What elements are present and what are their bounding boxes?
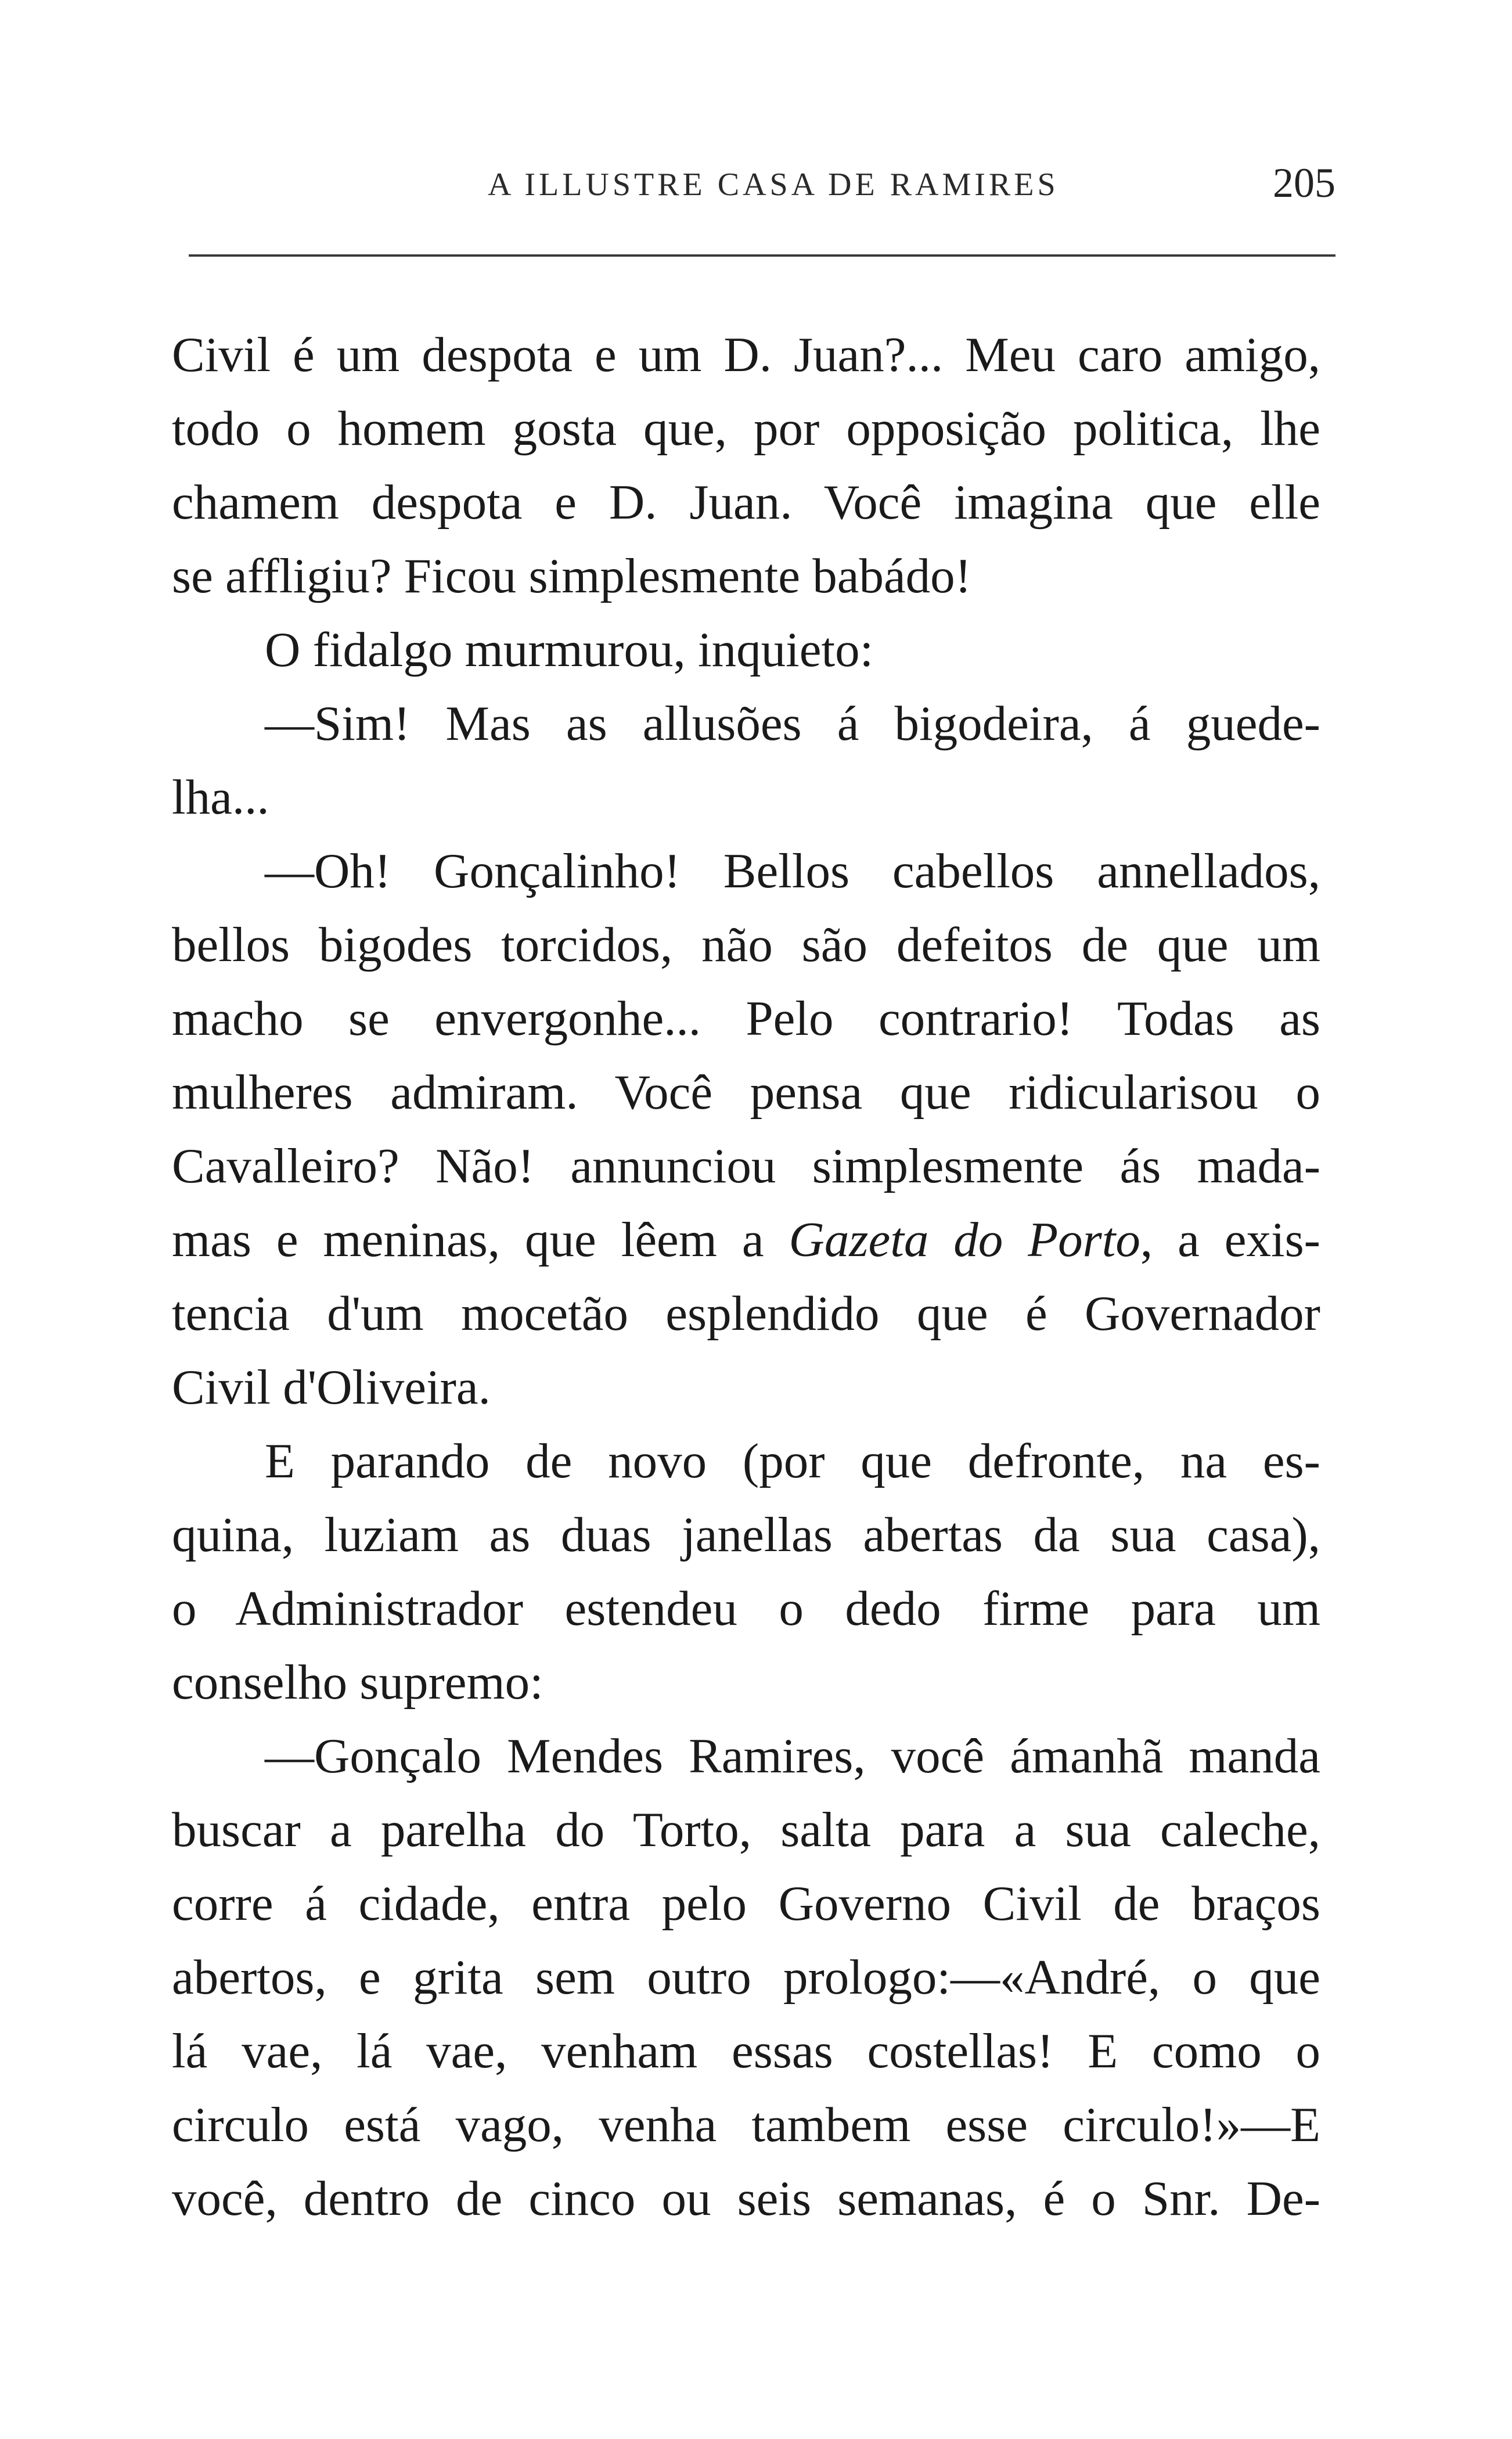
text-line-with-italic [172, 1203, 1320, 1277]
text-line: Civil é um despota e um D. Juan?... Meu caro amigo, [172, 328, 1320, 382]
text-line: circulo está vago, venha tambem esse circulo!»—E [172, 2098, 1320, 2152]
text-line: se affligiu? Ficou simplesmente babádo! [172, 549, 971, 603]
text-line: buscar a parelha do Torto, salta para a sua caleche, [172, 1803, 1320, 1857]
text-line: Cavalleiro? Não! annunciou simplesmente ás mada- [172, 1139, 1320, 1193]
text-line: o Administrador estendeu o dedo firme para um [172, 1581, 1320, 1636]
text-line: —Gonçalo Mendes Ramires, você ámanhã manda [265, 1729, 1320, 1783]
text-segment: mas e meninas, que lêem a [172, 1213, 789, 1267]
text-line: conselho supremo: [172, 1655, 543, 1710]
text-line: você, dentro de cinco ou seis semanas, é o Snr. De- [172, 2171, 1320, 2226]
text-line: abertos, e grita sem outro prologo:—«André, o que [172, 1950, 1320, 2005]
body-text [172, 318, 1320, 2236]
text-line: bellos bigodes torcidos, não são defeitos de que um [172, 918, 1320, 972]
text-line: quina, luziam as duas janellas abertas da sua casa), [172, 1508, 1320, 1562]
text-line: lá vae, lá vae, venham essas costellas! E como o [172, 2024, 1320, 2078]
text-line: E parando de novo (por que defronte, na es- [265, 1434, 1320, 1488]
text-line: corre á cidade, entra pelo Governo Civil de braços [172, 1876, 1320, 1931]
text-line: todo o homem gosta que, por opposição politica, lhe [172, 401, 1320, 456]
text-line: chamem despota e D. Juan. Você imagina que elle [172, 475, 1320, 530]
running-title: A ILLUSTRE CASA DE RAMIRES [488, 167, 1059, 203]
text-line: macho se envergonhe... Pelo contrario! Todas as [172, 991, 1320, 1046]
text-segment: , a exis- [1140, 1213, 1320, 1267]
newspaper-title: Gazeta do Porto [789, 1213, 1140, 1267]
running-head [186, 150, 1335, 214]
text-line: lha... [172, 770, 269, 825]
header-rule [189, 254, 1335, 257]
page-number: 205 [1273, 160, 1335, 206]
text-line: —Sim! Mas as allusões á bigodeira, á guede- [265, 696, 1320, 751]
text-line: O fidalgo murmurou, inquieto: [265, 623, 874, 677]
text-line: mulheres admiram. Você pensa que ridicularisou o [172, 1065, 1320, 1120]
text-line: tencia d'um mocetão esplendido que é Governador [172, 1286, 1320, 1341]
text-line: Civil d'Oliveira. [172, 1360, 491, 1415]
text-line: —Oh! Gonçalinho! Bellos cabellos annellados, [265, 844, 1320, 898]
